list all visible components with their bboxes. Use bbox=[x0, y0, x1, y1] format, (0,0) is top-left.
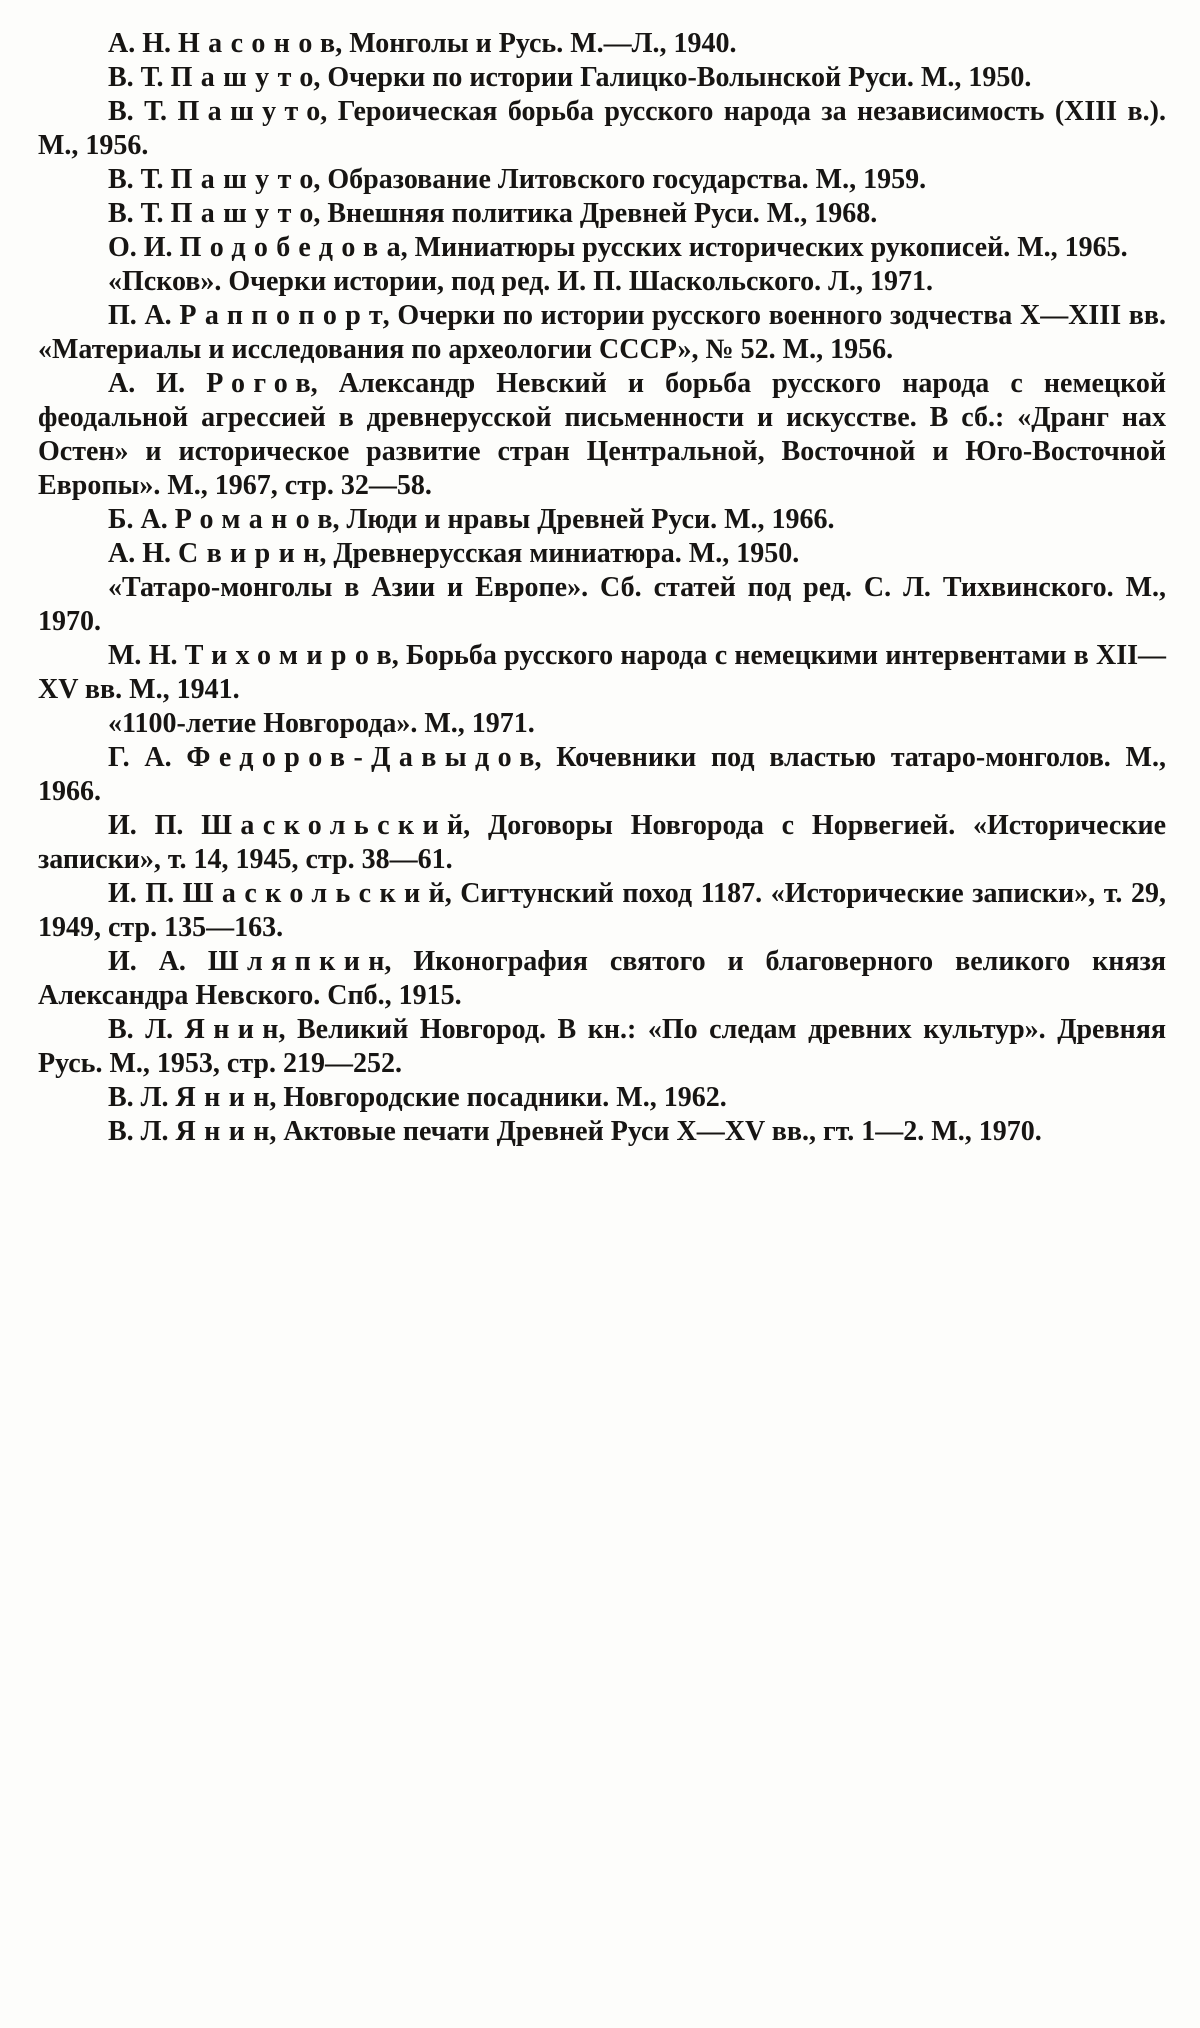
author-initials: П. А. bbox=[108, 300, 172, 331]
bibliography-entry bbox=[38, 741, 1166, 809]
bibliography-entry bbox=[38, 367, 1166, 503]
entry-text: , Внешняя политика Древней Руси. М., 1968. bbox=[313, 198, 878, 229]
author-name: Подобедова bbox=[179, 232, 409, 263]
author-initials: О. И. bbox=[108, 232, 173, 263]
entry-text: , Героическая борьба русского народа за независимость (XIII в.). М., 1956. bbox=[38, 96, 1166, 161]
entry-text: , Миниатюры русских исторических рукописей. М., 1965. bbox=[400, 232, 1128, 263]
entry-text: , Очерки по истории русского военного зодчества X—XIII вв. «Материалы и исследования по археологии СССР», № 52. М., 1956. bbox=[38, 300, 1167, 365]
entry-text: «Татаро-монголы в Азии и Европе». Сб. статей под ред. С. Л. Тихвинского. М., 1970. bbox=[38, 572, 1166, 637]
author-name: Свирин bbox=[178, 538, 328, 569]
bibliography-entry bbox=[38, 639, 1166, 707]
entry-text: , Очерки по истории Галицко-Волынской Руси. М., 1950. bbox=[313, 62, 1032, 93]
author-name: Рогов bbox=[206, 368, 320, 399]
entry-text: , Договоры Новгорода с Норвегией. «Исторические записки», т. 14, 1945, стр. 38—61. bbox=[38, 810, 1167, 875]
author-initials: В. Л. bbox=[108, 1082, 169, 1113]
entry-text: , Александр Невский и борьба русского народа с немецкой феодальной агрессией в древнерусской письменности и искусстве. В сб.: «Дранг нах Остен» и историческое развитие стран Центральной, Восточной и Юго-Восточной Европы». М., 1967, стр. 32—58. bbox=[38, 368, 1166, 501]
author-name: Янин bbox=[175, 1116, 278, 1147]
author-initials: А. И. bbox=[108, 368, 186, 399]
author-initials: Б. А. bbox=[108, 504, 168, 535]
author-initials: В. Т. bbox=[108, 62, 164, 93]
author-initials: М. Н. bbox=[108, 640, 178, 671]
author-initials: В. Л. bbox=[108, 1014, 174, 1045]
bibliography-entry bbox=[38, 503, 1166, 537]
author-initials: А. Н. bbox=[108, 28, 171, 59]
author-name: Пашуто bbox=[170, 164, 322, 195]
entry-text: , Кочевники под властью татаро-монголов. М., 1966. bbox=[38, 742, 1166, 807]
author-initials: В. Т. bbox=[108, 164, 164, 195]
bibliography-entry bbox=[38, 1115, 1166, 1149]
bibliography-entry bbox=[38, 707, 1166, 741]
author-name: Шаскольский bbox=[182, 878, 454, 909]
author-name: Насонов bbox=[178, 28, 344, 59]
bibliography-entry bbox=[38, 231, 1166, 265]
entry-text: «Псков». Очерки истории, под ред. И. П. Шаскольского. Л., 1971. bbox=[108, 266, 934, 297]
author-initials: В. Т. bbox=[108, 198, 164, 229]
author-name: Тихомиров bbox=[184, 640, 401, 671]
author-initials: В. Л. bbox=[108, 1116, 169, 1147]
bibliography-entry bbox=[38, 571, 1166, 639]
entry-text: , Великий Новгород. В кн.: «По следам древних культур». Древняя Русь. М., 1953, стр. 219—252. bbox=[38, 1014, 1167, 1079]
entry-text: , Новгородские посадники. М., 1962. bbox=[269, 1082, 727, 1113]
entry-text: , Люди и нравы Древней Руси. М., 1966. bbox=[332, 504, 835, 535]
author-initials: Г. А. bbox=[108, 742, 172, 773]
bibliography-entry bbox=[38, 61, 1166, 95]
bibliography-entry bbox=[38, 537, 1166, 571]
bibliography-entry bbox=[38, 945, 1166, 1013]
author-name: Раппопорт bbox=[179, 300, 392, 331]
bibliography-entry bbox=[38, 877, 1166, 945]
entry-text: , Древнерусская миниатюра. М., 1950. bbox=[319, 538, 800, 569]
author-name: Янин bbox=[184, 1014, 287, 1045]
bibliography-list bbox=[38, 27, 1166, 1149]
author-name: Пашуто bbox=[170, 62, 322, 93]
author-name: Шляпкин bbox=[207, 946, 393, 977]
bibliography-entry bbox=[38, 1081, 1166, 1115]
bibliography-entry bbox=[38, 299, 1166, 367]
author-name: Шаскольский bbox=[201, 810, 472, 841]
author-initials: И. П. bbox=[108, 878, 175, 909]
author-initials: В. Т. bbox=[108, 96, 168, 127]
bibliography-entry bbox=[38, 197, 1166, 231]
entry-text: , Актовые печати Древней Руси X—XV вв., гт. 1—2. М., 1970. bbox=[269, 1116, 1042, 1147]
author-initials: И. П. bbox=[108, 810, 184, 841]
entry-text: , Борьба русского народа с немецкими интервентами в XII—XV вв. М., 1941. bbox=[38, 640, 1167, 705]
bibliography-entry bbox=[38, 163, 1166, 197]
author-name: Федоров-Давыдов bbox=[186, 742, 543, 773]
bibliography-entry bbox=[38, 1013, 1166, 1081]
author-initials: И. А. bbox=[108, 946, 186, 977]
bibliography-entry bbox=[38, 95, 1166, 163]
author-name: Романов bbox=[174, 504, 341, 535]
author-name: Пашуто bbox=[177, 96, 329, 127]
bibliography-entry bbox=[38, 265, 1166, 299]
bibliography-entry bbox=[38, 27, 1166, 61]
entry-text: «1100-летие Новгорода». М., 1971. bbox=[108, 708, 535, 739]
entry-text: , Иконография святого и благоверного великого князя Александра Невского. Спб., 1915. bbox=[38, 946, 1166, 1011]
author-name: Янин bbox=[175, 1082, 278, 1113]
author-initials: А. Н. bbox=[108, 538, 171, 569]
entry-text: , Образование Литовского государства. М., 1959. bbox=[313, 164, 927, 195]
bibliography-entry bbox=[38, 809, 1166, 877]
entry-text: , Монголы и Русь. М.—Л., 1940. bbox=[335, 28, 737, 59]
author-name: Пашуто bbox=[170, 198, 322, 229]
entry-text: , Сигтунский поход 1187. «Исторические записки», т. 29, 1949, стр. 135—163. bbox=[38, 878, 1167, 943]
